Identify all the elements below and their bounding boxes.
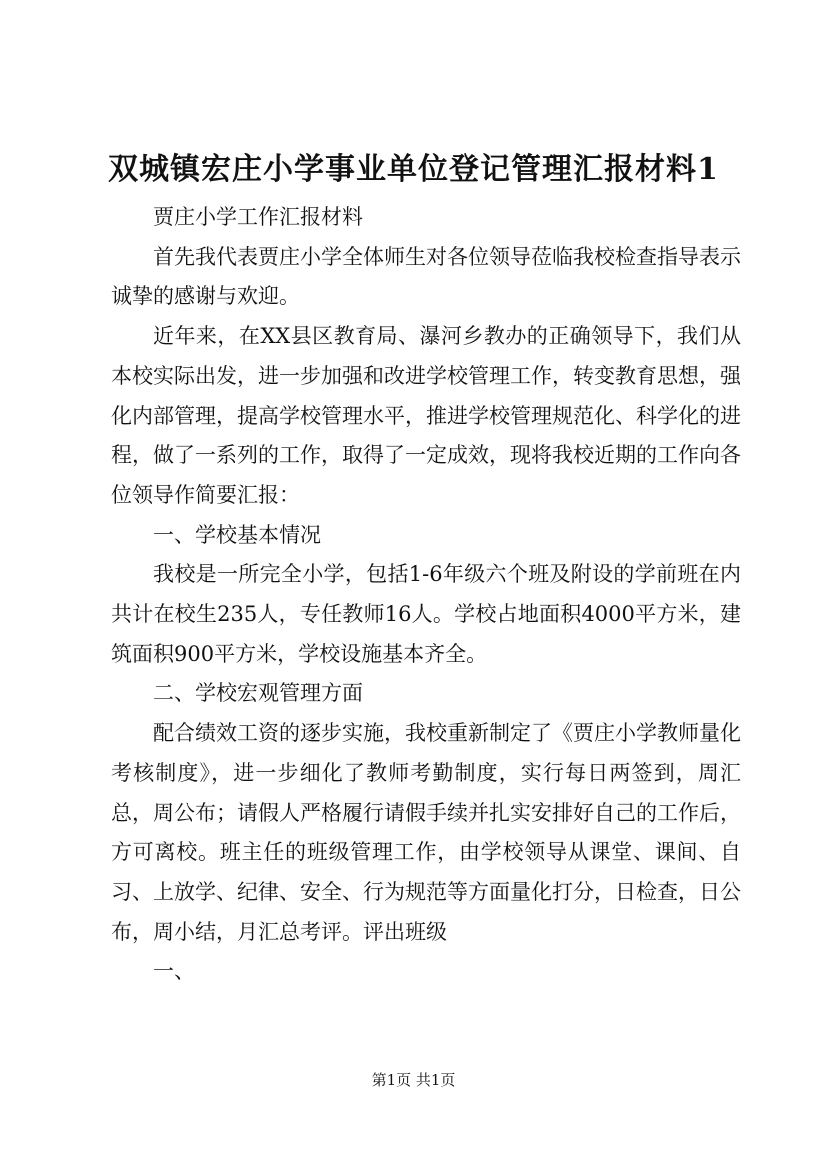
page-footer: 第1页 共1页	[371, 1071, 456, 1089]
section-heading-macro-management: 二、学校宏观管理方面	[153, 681, 363, 706]
paragraph-greeting: 首先我代表贾庄小学全体师生对各位领导莅临我校检查指导表示诚挚的感谢与欢迎。	[111, 244, 741, 309]
paragraph-trailing-heading: 一、	[153, 959, 195, 984]
paragraph-macro-management: 配合绩效工资的逐步实施，我校重新制定了《贾庄小学教师量化考核制度》，进一步细化了教师考勤制度，实行每日两签到，周汇总，周公布；请假人严格履行请假手续并扎实安排好自己的工作后，方可离校。班主任的班级管理工作，由学校领导从课堂、课间、自习、上放学、纪律、安全、行为规范等方面量化打分，日检查，日公布，周小结，月汇总考评。评出班级	[111, 721, 741, 944]
paragraph-basic-info: 我校是一所完全小学，包括1-6年级六个班及附设的学前班在内共计在校生235人，专任教师16人。学校占地面积4000平方米，建筑面积900平方米，学校设施基本齐全。	[111, 562, 741, 666]
document-body	[111, 198, 741, 992]
document-title: 双城镇宏庄小学事业单位登记管理汇报材料1	[108, 152, 719, 187]
paragraph-subtitle: 贾庄小学工作汇报材料	[153, 205, 363, 229]
paragraph-introduction: 近年来，在XX县区教育局、瀑河乡教办的正确领导下，我们从本校实际出发，进一步加强和改进学校管理工作，转变教育思想，强化内部管理，提高学校管理水平，推进学校管理规范化、科学化的进程，做了一系列的工作，取得了一定成效，现将我校近期的工作向各位领导作简要汇报：	[111, 324, 741, 507]
section-heading-basic-info: 一、学校基本情况	[153, 522, 321, 547]
